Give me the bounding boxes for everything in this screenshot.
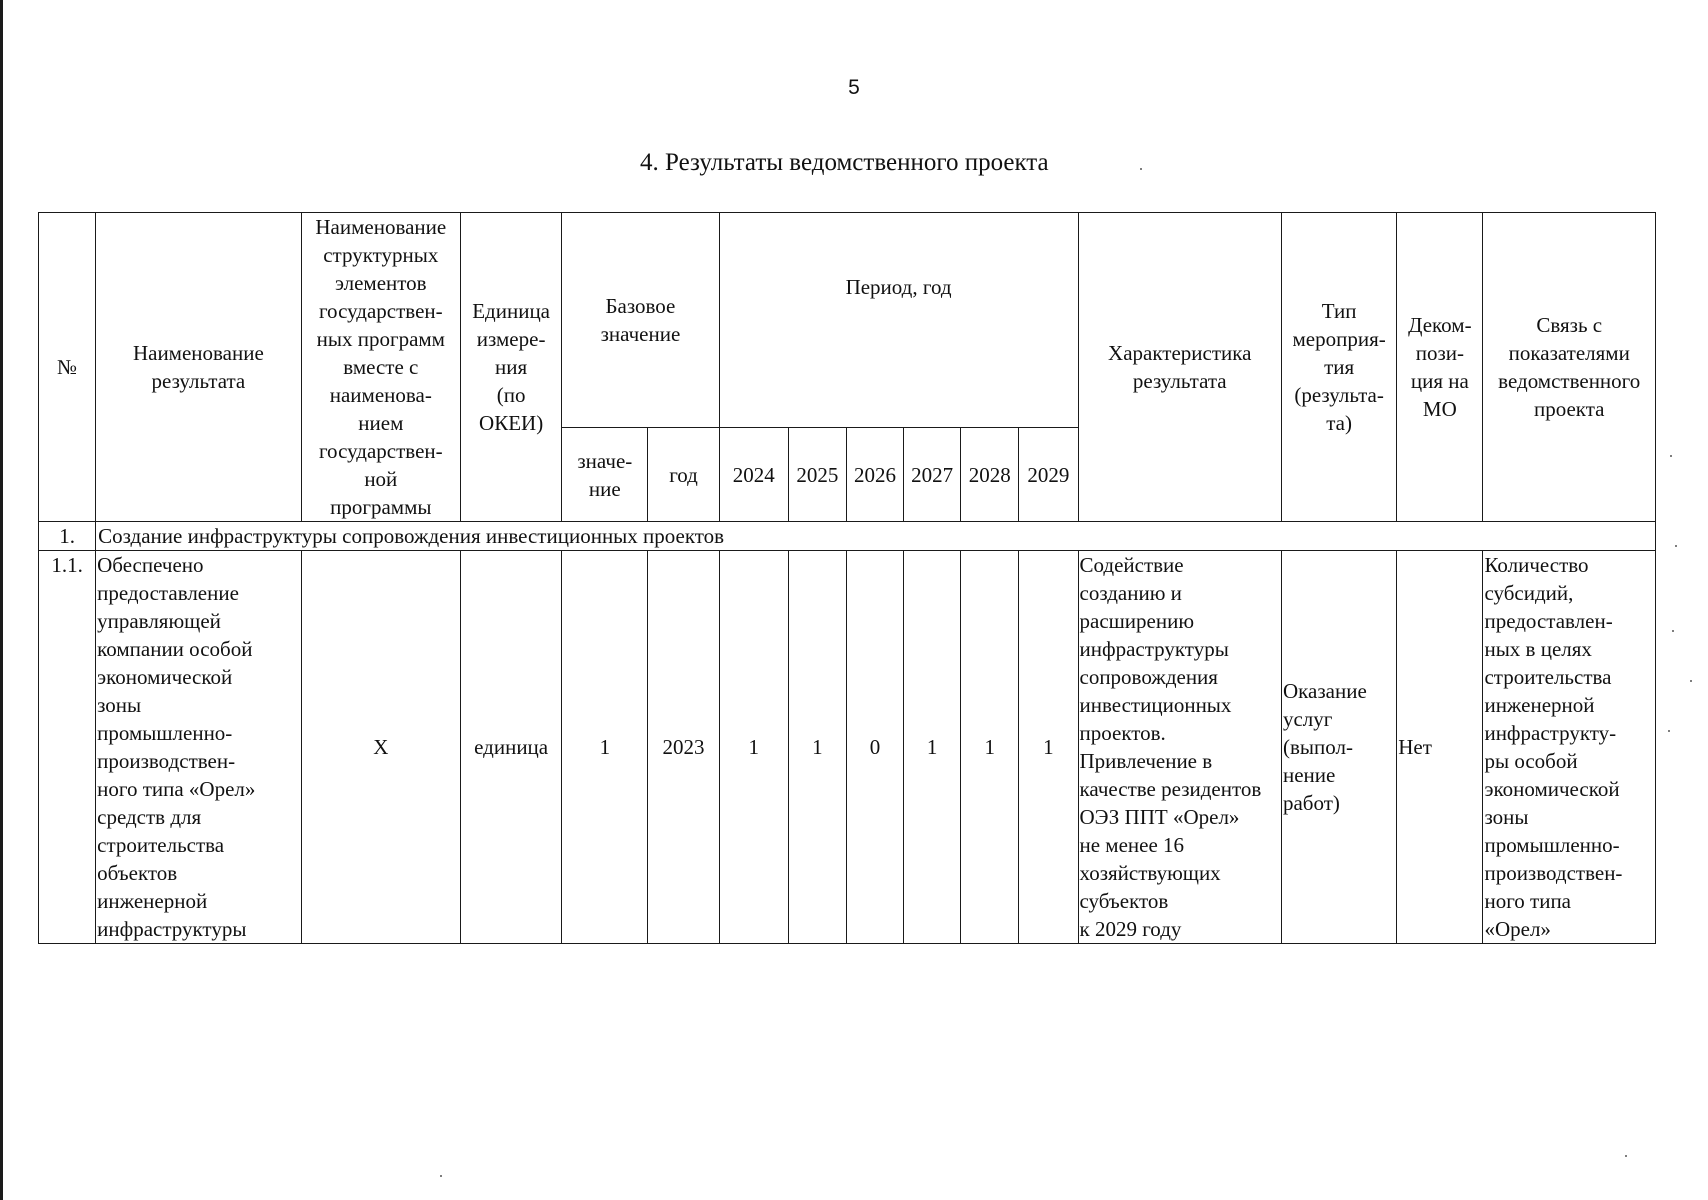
row-period-2024: 1 xyxy=(719,551,788,944)
row-link: Количество субсидий, предоставлен- ных в целях строительства инженерной инфраструкту- ры особой экономической зоны промышленно- производствен- ного типа «Орел» xyxy=(1483,551,1656,944)
scan-speck xyxy=(1625,1155,1627,1157)
row-num: 1.1. xyxy=(39,551,96,944)
row-base-year: 2023 xyxy=(648,551,719,944)
header-year-2027: 2027 xyxy=(904,428,961,522)
scan-edge xyxy=(0,0,3,1200)
row-characteristic: Содействие созданию и расширению инфраструктуры сопровождения инвестиционных проектов. Привлечение в качестве резидентов ОЭЗ ППТ «Орел» не менее 16 хозяйствующих субъектов к 2029 году xyxy=(1078,551,1281,944)
row-period-2027: 1 xyxy=(904,551,961,944)
row-period-2026: 0 xyxy=(846,551,903,944)
results-table xyxy=(38,212,1656,944)
header-num: № xyxy=(39,213,96,522)
row-unit: единица xyxy=(461,551,562,944)
scan-speck xyxy=(440,1175,442,1177)
header-link: Связь с показателями ведомственного проекта xyxy=(1483,213,1656,522)
row-struct-elements: X xyxy=(301,551,460,944)
section-title: 4. Результаты ведомственного проекта xyxy=(640,149,1049,176)
section-title-cell: Создание инфраструктуры сопровождения инвестиционных проектов xyxy=(96,522,1656,551)
header-period: Период, год xyxy=(719,213,1078,428)
table-row xyxy=(39,551,1656,944)
scan-speck xyxy=(1675,545,1677,547)
scan-speck xyxy=(1670,455,1672,457)
scan-speck xyxy=(1140,168,1142,170)
row-event-type: Оказание услуг (выпол- нение работ) xyxy=(1281,551,1396,944)
header-event-type: Тип мероприя- тия (результа- та) xyxy=(1281,213,1396,522)
scan-speck xyxy=(1672,630,1674,632)
row-period-2028: 1 xyxy=(961,551,1019,944)
header-row-top xyxy=(39,213,1656,428)
header-year-2028: 2028 xyxy=(961,428,1019,522)
row-result-name: Обеспечено предоставление управляющей компании особой экономической зоны промышленно- производствен- ного типа «Орел» средств для строительства объектов инженерной инфраструктуры xyxy=(96,551,302,944)
scan-speck xyxy=(1668,730,1670,732)
header-base-value-value: значе- ние xyxy=(562,428,648,522)
row-base-value: 1 xyxy=(562,551,648,944)
header-result-name: Наименование результата xyxy=(96,213,302,522)
row-period-2025: 1 xyxy=(788,551,846,944)
header-base-value: Базовое значение xyxy=(562,213,719,428)
header-year-2025: 2025 xyxy=(788,428,846,522)
row-period-2029: 1 xyxy=(1019,551,1078,944)
header-base-value-year: год xyxy=(648,428,719,522)
section-num: 1. xyxy=(39,522,96,551)
page-number: 5 xyxy=(848,76,860,99)
header-year-2029: 2029 xyxy=(1019,428,1078,522)
header-year-2024: 2024 xyxy=(719,428,788,522)
header-struct-elements: Наименование структурных элементов государствен- ных программ вместе с наименова- нием государствен- ной программы xyxy=(301,213,460,522)
header-unit: Единица измере- ния (по ОКЕИ) xyxy=(461,213,562,522)
header-year-2026: 2026 xyxy=(846,428,903,522)
header-characteristic: Характеристика результата xyxy=(1078,213,1281,522)
header-decomposition: Деком- пози- ция на МО xyxy=(1397,213,1483,522)
section-row xyxy=(39,522,1656,551)
scan-speck xyxy=(1690,680,1692,682)
row-decomposition: Нет xyxy=(1397,551,1483,944)
